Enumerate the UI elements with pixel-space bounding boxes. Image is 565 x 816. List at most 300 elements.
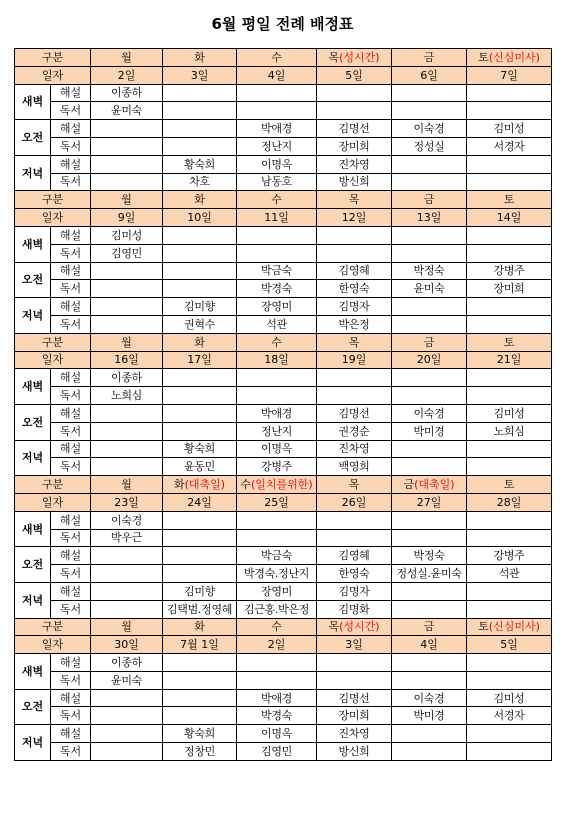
- weekday-note: (성시간): [339, 50, 380, 64]
- weekday-header: [237, 49, 317, 67]
- assignment-row: [15, 120, 552, 138]
- week-date-row: [15, 209, 552, 227]
- weekday-note: (신심미사): [488, 50, 540, 64]
- assignee-cell: 김명선: [317, 120, 392, 138]
- service-label: 저녁: [15, 298, 51, 334]
- assignee-cell: 석관: [237, 315, 317, 333]
- role-label: 해설: [51, 155, 91, 173]
- weekday-name: 월: [121, 335, 132, 349]
- role-label: 해설: [51, 440, 91, 458]
- weekday-header: [163, 476, 237, 494]
- assignee-cell: [237, 529, 317, 547]
- assignee-cell: [91, 707, 163, 725]
- assignee-cell: [467, 529, 552, 547]
- weekday-header: [91, 618, 163, 636]
- weekday-header: [163, 49, 237, 67]
- weekday-header: [317, 191, 392, 209]
- assignee-cell: 정성실.윤미숙: [392, 565, 467, 583]
- assignee-cell: 진차영: [317, 155, 392, 173]
- service-label: 오전: [15, 120, 51, 156]
- assignee-cell: 황숙희: [163, 155, 237, 173]
- assignment-row: [15, 387, 552, 405]
- role-label: 해설: [51, 84, 91, 102]
- assignee-cell: [467, 671, 552, 689]
- ilja-label: 일자: [15, 636, 91, 654]
- weekday-note: (대축일): [414, 478, 455, 492]
- assignee-cell: 김미향: [163, 582, 237, 600]
- weekday-header: [467, 476, 552, 494]
- assignee-cell: [163, 137, 237, 155]
- assignee-cell: [392, 671, 467, 689]
- role-label: 독서: [51, 244, 91, 262]
- assignee-cell: 한영숙: [317, 565, 392, 583]
- assignee-cell: [163, 654, 237, 672]
- assignee-cell: [392, 298, 467, 316]
- date-cell: 2일: [91, 66, 163, 84]
- assignment-row: [15, 262, 552, 280]
- service-label: 새벽: [15, 226, 51, 262]
- assignee-cell: [392, 458, 467, 476]
- service-label: 저녁: [15, 440, 51, 476]
- weekday-header: [91, 476, 163, 494]
- weekday-header: [163, 333, 237, 351]
- assignee-cell: [237, 84, 317, 102]
- assignee-cell: [163, 404, 237, 422]
- role-label: 해설: [51, 120, 91, 138]
- assignee-cell: 백영희: [317, 458, 392, 476]
- weekday-name: 토: [478, 50, 489, 64]
- role-label: 독서: [51, 671, 91, 689]
- date-cell: 23일: [91, 493, 163, 511]
- assignee-cell: [163, 547, 237, 565]
- assignee-cell: [163, 422, 237, 440]
- assignee-cell: [317, 529, 392, 547]
- service-label: 오전: [15, 404, 51, 440]
- ilja-label: 일자: [15, 493, 91, 511]
- date-cell: 10일: [163, 209, 237, 227]
- weekday-name: 금: [423, 620, 435, 634]
- weekday-header: [392, 49, 467, 67]
- assignee-cell: [392, 511, 467, 529]
- assignee-cell: 방신희: [317, 173, 392, 191]
- assignee-cell: 김영혜: [317, 547, 392, 565]
- assignee-cell: [91, 120, 163, 138]
- date-cell: 25일: [237, 493, 317, 511]
- assignee-cell: [317, 244, 392, 262]
- assignee-cell: 이숙경: [392, 689, 467, 707]
- weekday-header: [392, 333, 467, 351]
- assignee-cell: [237, 671, 317, 689]
- role-label: 해설: [51, 369, 91, 387]
- assignee-cell: 김명자: [317, 582, 392, 600]
- weekday-name: 토: [478, 620, 489, 634]
- assignee-cell: [392, 315, 467, 333]
- assignee-cell: 김미성: [467, 120, 552, 138]
- weekday-name: 수: [271, 50, 282, 64]
- assignee-cell: 정창민: [163, 743, 237, 761]
- assignee-cell: 김미성: [467, 404, 552, 422]
- weekday-name: 월: [121, 478, 132, 492]
- assignment-row: [15, 137, 552, 155]
- date-cell: 7일: [467, 66, 552, 84]
- date-cell: 16일: [91, 351, 163, 369]
- assignee-cell: [467, 173, 552, 191]
- assignment-row: [15, 84, 552, 102]
- assignee-cell: 김영민: [91, 244, 163, 262]
- assignment-row: [15, 440, 552, 458]
- weekday-header: [467, 333, 552, 351]
- week-date-row: [15, 493, 552, 511]
- assignee-cell: 김영민: [237, 743, 317, 761]
- service-label: 오전: [15, 547, 51, 583]
- assignee-cell: [467, 102, 552, 120]
- weekday-name: 월: [121, 193, 132, 207]
- weekday-note: (신심미사): [488, 620, 540, 634]
- assignee-cell: [91, 689, 163, 707]
- weekday-header: [467, 49, 552, 67]
- service-label: 오전: [15, 262, 51, 298]
- assignee-cell: [392, 244, 467, 262]
- assignee-cell: [91, 155, 163, 173]
- assignment-row: [15, 102, 552, 120]
- assignee-cell: [467, 440, 552, 458]
- week-header-row: [15, 476, 552, 494]
- assignment-row: [15, 689, 552, 707]
- assignment-row: [15, 707, 552, 725]
- assignee-cell: [163, 369, 237, 387]
- assignee-cell: 진차영: [317, 440, 392, 458]
- assignee-cell: [237, 244, 317, 262]
- assignee-cell: 남동호: [237, 173, 317, 191]
- assignee-cell: [163, 689, 237, 707]
- assignee-cell: 서경자: [467, 707, 552, 725]
- assignee-cell: [392, 582, 467, 600]
- role-label: 독서: [51, 600, 91, 618]
- assignee-cell: [392, 84, 467, 102]
- service-label: 저녁: [15, 582, 51, 618]
- weekday-name: 목: [348, 193, 360, 207]
- weekday-header: [392, 476, 467, 494]
- service-label: 오전: [15, 689, 51, 725]
- assignee-cell: [392, 654, 467, 672]
- date-cell: 3일: [163, 66, 237, 84]
- weekday-header: [317, 49, 392, 67]
- service-label: 새벽: [15, 654, 51, 690]
- assignee-cell: [163, 529, 237, 547]
- weekday-name: 월: [121, 50, 132, 64]
- assignee-cell: 김근홍.박은정: [237, 600, 317, 618]
- gubun-label: 구분: [15, 49, 91, 67]
- assignee-cell: [237, 511, 317, 529]
- assignment-row: [15, 422, 552, 440]
- weekday-name: 수: [271, 193, 282, 207]
- weekday-name: 화: [194, 335, 205, 349]
- assignee-cell: 이숙경: [91, 511, 163, 529]
- date-cell: 21일: [467, 351, 552, 369]
- date-cell: 20일: [392, 351, 467, 369]
- assignee-cell: 권혁수: [163, 315, 237, 333]
- assignment-row: [15, 280, 552, 298]
- assignment-row: [15, 529, 552, 547]
- role-label: 해설: [51, 582, 91, 600]
- assignee-cell: [163, 102, 237, 120]
- assignee-cell: [91, 600, 163, 618]
- weekday-header: [163, 191, 237, 209]
- assignee-cell: [163, 707, 237, 725]
- assignee-cell: [317, 226, 392, 244]
- assignee-cell: [237, 369, 317, 387]
- assignment-row: [15, 458, 552, 476]
- date-cell: 4일: [237, 66, 317, 84]
- assignee-cell: 이종하: [91, 654, 163, 672]
- service-label: 새벽: [15, 511, 51, 547]
- assignment-row: [15, 173, 552, 191]
- assignee-cell: 박경숙: [237, 280, 317, 298]
- assignee-cell: [91, 440, 163, 458]
- assignee-cell: 차호: [163, 173, 237, 191]
- assignee-cell: [467, 654, 552, 672]
- assignee-cell: 이종하: [91, 369, 163, 387]
- assignee-cell: [467, 226, 552, 244]
- assignee-cell: [392, 226, 467, 244]
- role-label: 독서: [51, 565, 91, 583]
- weekday-header: [91, 49, 163, 67]
- role-label: 해설: [51, 725, 91, 743]
- role-label: 독서: [51, 707, 91, 725]
- date-cell: 5일: [317, 66, 392, 84]
- assignee-cell: [467, 511, 552, 529]
- assignee-cell: [392, 743, 467, 761]
- weekday-name: 목: [348, 478, 360, 492]
- weekday-header: [237, 191, 317, 209]
- weekday-header: [237, 618, 317, 636]
- weekday-header: [392, 191, 467, 209]
- assignee-cell: [91, 137, 163, 155]
- weekday-note: (대축일): [184, 478, 226, 492]
- ilja-label: 일자: [15, 66, 91, 84]
- weekday-name: 화: [194, 50, 205, 64]
- date-cell: 28일: [467, 493, 552, 511]
- date-cell: 17일: [163, 351, 237, 369]
- assignee-cell: [91, 743, 163, 761]
- assignee-cell: [163, 280, 237, 298]
- assignee-cell: 정난지: [237, 137, 317, 155]
- weekday-header: [237, 333, 317, 351]
- assignee-cell: [317, 387, 392, 405]
- gubun-label: 구분: [15, 191, 91, 209]
- assignee-cell: 권경순: [317, 422, 392, 440]
- ilja-label: 일자: [15, 351, 91, 369]
- date-cell: 6일: [392, 66, 467, 84]
- assignee-cell: 정난지: [237, 422, 317, 440]
- assignee-cell: [237, 226, 317, 244]
- ilja-label: 일자: [15, 209, 91, 227]
- assignee-cell: 박애경: [237, 120, 317, 138]
- assignee-cell: 김명선: [317, 689, 392, 707]
- assignee-cell: 강병주: [467, 547, 552, 565]
- assignee-cell: 박금숙: [237, 262, 317, 280]
- assignee-cell: [163, 387, 237, 405]
- assignee-cell: [392, 155, 467, 173]
- assignee-cell: 윤미숙: [91, 102, 163, 120]
- assignee-cell: 장미희: [467, 280, 552, 298]
- weekday-name: 금: [403, 478, 415, 492]
- role-label: 해설: [51, 511, 91, 529]
- date-cell: 7월 1일: [163, 636, 237, 654]
- assignment-row: [15, 743, 552, 761]
- assignee-cell: 진차영: [317, 725, 392, 743]
- assignee-cell: 박금숙: [237, 547, 317, 565]
- assignment-row: [15, 315, 552, 333]
- weekday-name: 목: [328, 50, 340, 64]
- assignee-cell: 노희심: [91, 387, 163, 405]
- assignee-cell: 장미희: [317, 707, 392, 725]
- assignee-cell: 정성실: [392, 137, 467, 155]
- week-header-row: [15, 49, 552, 67]
- date-cell: 30일: [91, 636, 163, 654]
- week-header-row: [15, 618, 552, 636]
- assignment-row: [15, 404, 552, 422]
- week-date-row: [15, 636, 552, 654]
- week-header-row: [15, 191, 552, 209]
- assignee-cell: 박정숙: [392, 547, 467, 565]
- weekday-header: [91, 333, 163, 351]
- assignee-cell: [91, 298, 163, 316]
- role-label: 독서: [51, 280, 91, 298]
- gubun-label: 구분: [15, 618, 91, 636]
- role-label: 독서: [51, 102, 91, 120]
- assignment-row: [15, 671, 552, 689]
- assignee-cell: 이명옥: [237, 155, 317, 173]
- role-label: 해설: [51, 689, 91, 707]
- weekday-name: 목: [348, 335, 360, 349]
- assignee-cell: 김명화: [317, 600, 392, 618]
- assignee-cell: [91, 315, 163, 333]
- assignee-cell: 이종하: [91, 84, 163, 102]
- assignment-row: [15, 725, 552, 743]
- assignee-cell: [467, 244, 552, 262]
- assignee-cell: 강병주: [467, 262, 552, 280]
- role-label: 해설: [51, 547, 91, 565]
- role-label: 독서: [51, 422, 91, 440]
- assignee-cell: 한영숙: [317, 280, 392, 298]
- service-label: 저녁: [15, 725, 51, 761]
- assignee-cell: 윤미숙: [392, 280, 467, 298]
- assignee-cell: [317, 84, 392, 102]
- schedule-table: [14, 48, 552, 761]
- role-label: 해설: [51, 298, 91, 316]
- date-cell: 9일: [91, 209, 163, 227]
- date-cell: 12일: [317, 209, 392, 227]
- weekday-name: 월: [121, 620, 132, 634]
- assignee-cell: [91, 404, 163, 422]
- date-cell: 5일: [467, 636, 552, 654]
- assignee-cell: 박경숙.정난지: [237, 565, 317, 583]
- date-cell: 14일: [467, 209, 552, 227]
- weekday-header: [317, 333, 392, 351]
- assignee-cell: [392, 173, 467, 191]
- assignee-cell: 이숙경: [392, 404, 467, 422]
- assignee-cell: [392, 725, 467, 743]
- assignee-cell: [91, 725, 163, 743]
- assignee-cell: 김미향: [163, 298, 237, 316]
- assignee-cell: 김명선: [317, 404, 392, 422]
- assignee-cell: 김미성: [91, 226, 163, 244]
- role-label: 독서: [51, 458, 91, 476]
- role-label: 독서: [51, 173, 91, 191]
- weekday-name: 금: [423, 193, 435, 207]
- assignee-cell: 김영혜: [317, 262, 392, 280]
- assignee-cell: 노희심: [467, 422, 552, 440]
- assignee-cell: [163, 84, 237, 102]
- assignee-cell: [392, 440, 467, 458]
- assignee-cell: 이명옥: [237, 725, 317, 743]
- week-header-row: [15, 333, 552, 351]
- assignee-cell: 김미성: [467, 689, 552, 707]
- weekday-name: 화: [194, 193, 205, 207]
- role-label: 독서: [51, 315, 91, 333]
- weekday-header: [317, 618, 392, 636]
- role-label: 해설: [51, 404, 91, 422]
- assignee-cell: [467, 725, 552, 743]
- gubun-label: 구분: [15, 333, 91, 351]
- assignee-cell: [237, 387, 317, 405]
- role-label: 해설: [51, 654, 91, 672]
- assignee-cell: 박미경: [392, 707, 467, 725]
- assignment-row: [15, 654, 552, 672]
- assignee-cell: [317, 671, 392, 689]
- assignee-cell: [91, 173, 163, 191]
- assignee-cell: 석관: [467, 565, 552, 583]
- date-cell: 13일: [392, 209, 467, 227]
- date-cell: 26일: [317, 493, 392, 511]
- weekday-name: 토: [503, 335, 515, 349]
- weekday-note: (일치를위한): [250, 478, 313, 492]
- assignee-cell: [467, 155, 552, 173]
- date-cell: 11일: [237, 209, 317, 227]
- assignee-cell: [163, 262, 237, 280]
- weekday-header: [91, 191, 163, 209]
- week-date-row: [15, 66, 552, 84]
- service-label: 새벽: [15, 84, 51, 120]
- service-label: 저녁: [15, 155, 51, 191]
- date-cell: 4일: [392, 636, 467, 654]
- assignee-cell: 김명자: [317, 298, 392, 316]
- weekday-name: 토: [503, 478, 515, 492]
- weekday-name: 수: [271, 335, 282, 349]
- weekday-name: 화: [173, 478, 185, 492]
- weekday-header: [467, 618, 552, 636]
- assignee-cell: [91, 582, 163, 600]
- assignee-cell: [467, 743, 552, 761]
- assignment-row: [15, 244, 552, 262]
- assignee-cell: [163, 511, 237, 529]
- assignment-row: [15, 565, 552, 583]
- assignee-cell: [91, 262, 163, 280]
- assignee-cell: [91, 280, 163, 298]
- assignment-row: [15, 155, 552, 173]
- assignment-row: [15, 547, 552, 565]
- assignee-cell: 강병주: [237, 458, 317, 476]
- assignee-cell: [467, 582, 552, 600]
- assignment-row: [15, 369, 552, 387]
- assignee-cell: 방신희: [317, 743, 392, 761]
- assignee-cell: [163, 244, 237, 262]
- weekday-name: 금: [423, 50, 435, 64]
- assignee-cell: [392, 102, 467, 120]
- date-cell: 24일: [163, 493, 237, 511]
- weekday-header: [237, 476, 317, 494]
